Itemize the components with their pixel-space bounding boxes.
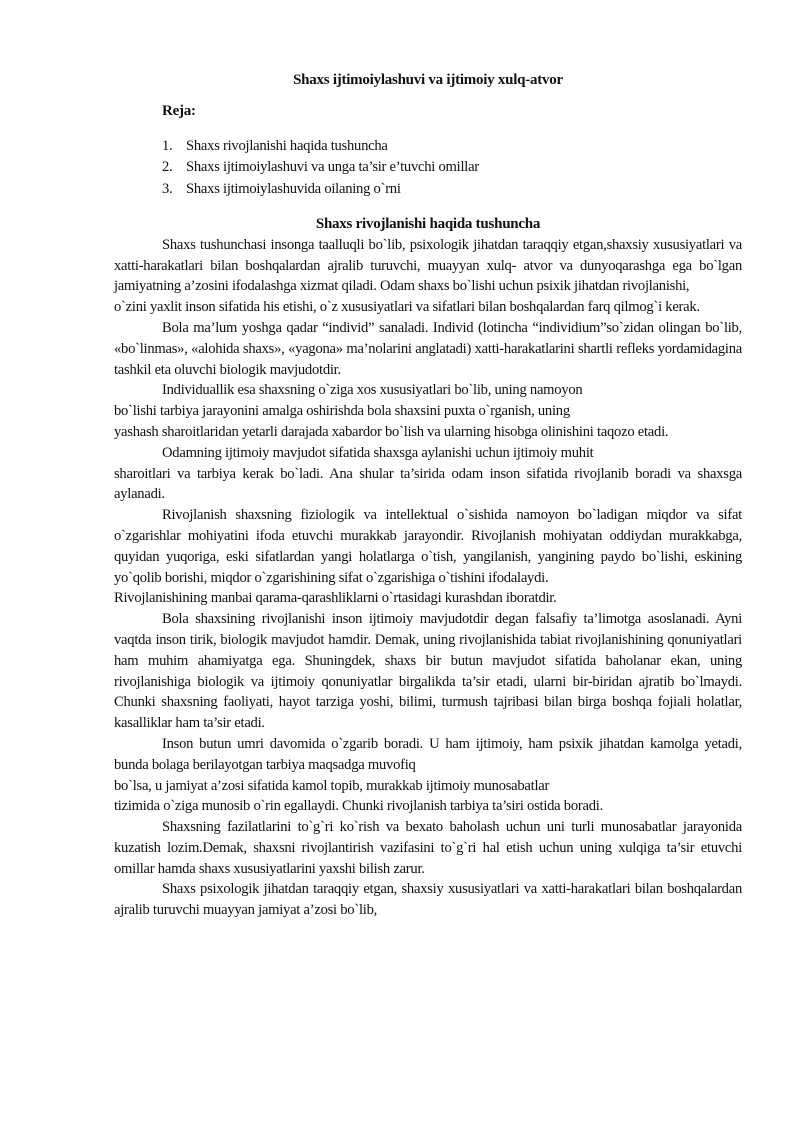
- body-paragraph: o`zini yaxlit inson sifatida his etishi, o`z xususiyatlari va sifatlari bilan boshqalardan farq qilmog`i kerak.: [114, 299, 700, 316]
- plan-item: [162, 157, 742, 178]
- body-paragraph: Shaxsning fazilatlarini to`g`ri ko`rish va bexato baholash uchun uni turli munosabatlar jarayonida kuzatish lozim.Demak, shaxsni rivojlantirish vazifasini to`g`ri hal etish uchun uning xulqiga ta’sir etuvchi omillar hamda shaxs xususiyatlarini yaxshi bilish zarur.: [114, 819, 742, 877]
- body-paragraph: tizimida o`ziga munosib o`rin egallaydi. Chunki rivojlanish tarbiya ta’siri ostida boradi.: [114, 798, 603, 815]
- plan-item-number: 2.: [162, 159, 173, 176]
- plan-item-number: 3.: [162, 181, 173, 198]
- plan-item-text: Shaxs rivojlanishi haqida tushuncha: [186, 137, 388, 154]
- body-paragraph: Individuallik esa shaxsning o`ziga xos xususiyatlari bo`lib, uning namoyon: [162, 382, 583, 399]
- plan-item-text: Shaxs ijtimoiylashuvi va unga ta’sir e’tuvchi omillar: [186, 159, 479, 176]
- plan-item-number: 1.: [162, 137, 173, 154]
- body-paragraph: Rivojlanish shaxsning fiziologik va intellektual o`sishida namoyon bo`ladigan miqdor va sifat o`zgarishlar mohiyatini ifoda etuvchi murakkab jarayondir. Rivojlanish mohiyatan oddiydan murakkabga, quyidan yuqoriga, eski sifatlardan yangi holatlarga o`tish, yangilanish, yangining paydo bo`lishi, eskining yo`qolib borishi, miqdor o`zgarishining sifat o`zgarishiga o`tishini ifodalaydi.: [114, 507, 742, 586]
- document-page: [114, 70, 742, 921]
- body-paragraph: Bola shaxsining rivojlanishi inson ijtimoiy mavjudotdir degan falsafiy ta’limotga asoslanadi. Ayni vaqtda inson tirik, biologik mavjudot hamdir. Demak, uning rivojlanishida tabiat rivojlanishining qonuniyatlari ham muhim ahamiyatga ega. Shuningdek, shaxs bir butun mavjudot sifatida baholanar ekan, uning rivojlanishiga biologik va ijtimoiy qonuniyatlar birgalikda ta’sir etadi, ularni bir-biridan ajratib bo`lmaydi. Chunki shaxsning faoliyati, hayot tarziga yoshi, bilimi, turmush tajribasi bilan birga boshqa fojiali holatlar, kasalliklar ham ta’sir etadi.: [114, 611, 742, 732]
- plan-heading: Reja:: [162, 102, 196, 119]
- body-paragraph: Odamning ijtimoiy mavjudot sifatida shaxsga aylanishi uchun ijtimoiy muhit: [162, 444, 594, 461]
- body-paragraph: Rivojlanishining manbai qarama-qarashliklarni o`rtasidagi kurashdan iboratdir.: [114, 590, 557, 607]
- body-paragraph: bo`lsa, u jamiyat a’zosi sifatida kamol topib, murakkab ijtimoiy munosabatlar: [114, 777, 550, 794]
- plan-list: [114, 136, 742, 200]
- body-paragraph: Bola ma’lum yoshga qadar “individ” sanaladi. Individ (lotincha “individium”so`zidan olingan bo`lib, «bo`linmas», «alohida shaxs», «yagona» ma’nolarini anglatadi) xatti-harakatlarini shartli refleks yordamidagina tashkil eta oluvchi biologik mavjudotdir.: [114, 319, 742, 378]
- body-paragraph: sharoitlari va tarbiya kerak bo`ladi. Ana shular ta’sirida odam inson sifatida rivojlanib boradi va shaxsga aylanadi.: [114, 465, 742, 503]
- body-paragraph: bo`lishi tarbiya jarayonini amalga oshirishda bola shaxsini puxta o`rganish, uning: [114, 403, 570, 420]
- body-paragraph: Shaxs tushunchasi insonga taalluqli bo`lib, psixologik jihatdan taraqqiy etgan,shaxsiy xususiyatlari va xatti-harakatlari bilan boshqalardan ajralib turuvchi, muayyan xulq- atvor va dunyoqarashga ega bo`lgan jamiyatning a’zosini ifodalashga xizmat qiladi. Odam shaxs bo`lishi uchun psixik jihatdan rivojlanishi,: [114, 236, 742, 295]
- section-title: Shaxs rivojlanishi haqida tushuncha: [315, 215, 541, 232]
- plan-item: [162, 136, 742, 157]
- plan-item: [162, 179, 742, 200]
- document-title: Shaxs ijtimoiylashuvi va ijtimoiy xulq-atvor: [293, 72, 563, 88]
- body-paragraph: Shaxs psixologik jihatdan taraqqiy etgan, shaxsiy xususiyatlari va xatti-harakatlari bilan boshqalardan ajralib turuvchi muayyan jamiyat a’zosi bo`lib,: [114, 881, 742, 919]
- plan-item-text: Shaxs ijtimoiylashuvida oilaning o`rni: [186, 181, 401, 198]
- body-paragraph: yashash sharoitlaridan yetarli darajada xabardor bo`lish va ularning hisobga olinishini taqozo etadi.: [114, 423, 669, 440]
- body-paragraph: Inson butun umri davomida o`zgarib boradi. U ham ijtimoiy, ham psixik jihatdan kamolga yetadi, bunda bolaga berilayotgan tarbiya maqsadga muvofiq: [114, 735, 742, 773]
